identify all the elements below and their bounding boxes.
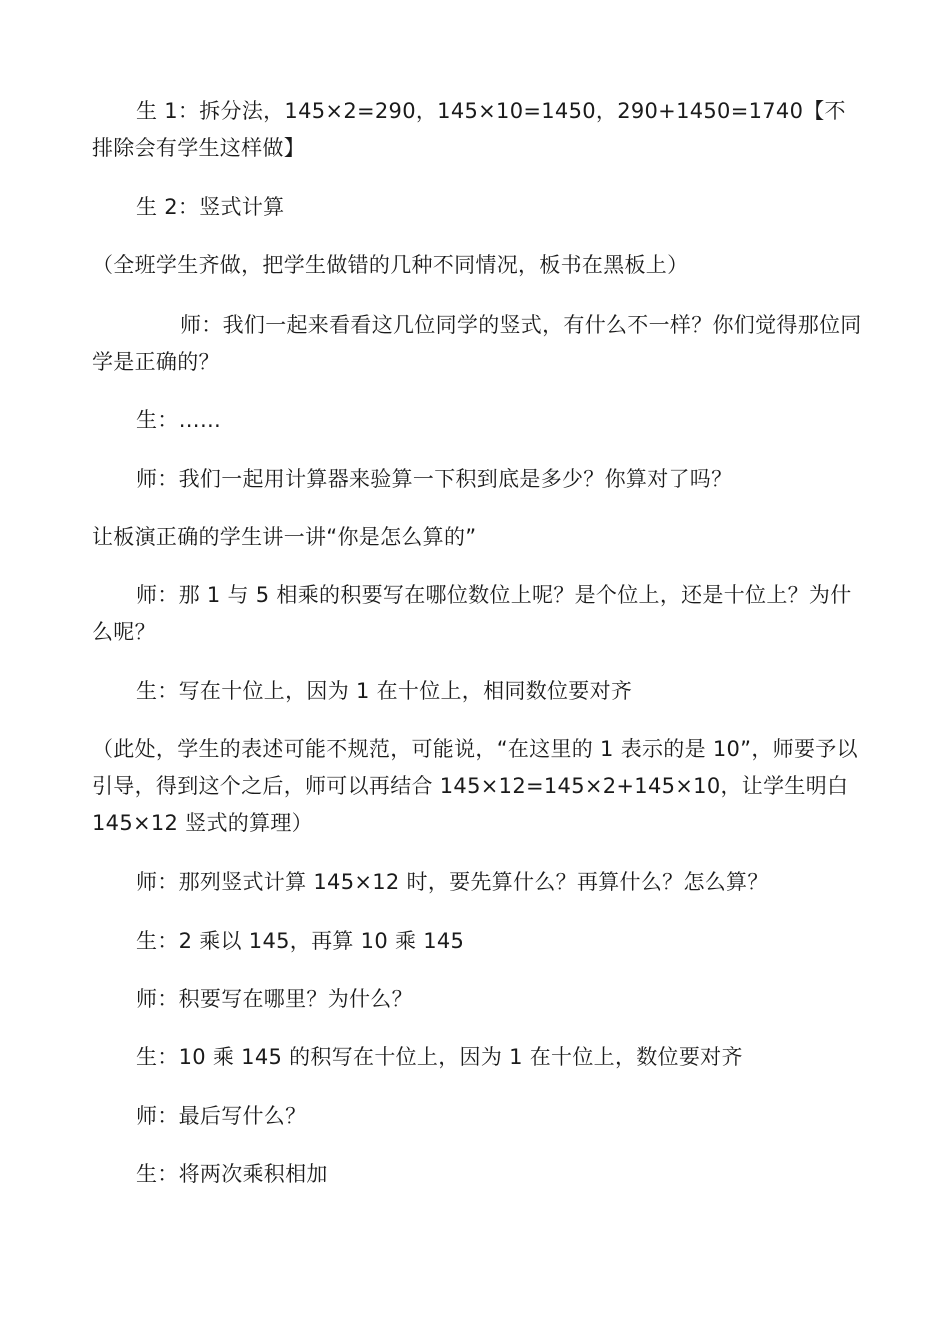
paragraph-student-add: 生：将两次乘积相加 [136, 1162, 328, 1186]
paragraph-class-practice: （全班学生齐做，把学生做错的几种不同情况，板书在黑板上） [92, 253, 689, 277]
paragraph-teacher-digit-place: 师：那 1 与 5 相乘的积要写在哪位数位上呢？是个位上，还是十位上？为什么呢？ [92, 583, 852, 644]
paragraph-teacher-calculator: 师：我们一起用计算器来验算一下积到底是多少？你算对了吗？ [136, 467, 733, 491]
paragraph-teacher-last: 师：最后写什么？ [136, 1104, 307, 1128]
paragraph-student-tens: 生：写在十位上，因为 1 在十位上，相同数位要对齐 [136, 679, 633, 703]
paragraph-note-guidance: （此处，学生的表述可能不规范，可能说，“在这里的 1 表示的是 10”，师要予以引导，得到这个之后，师可以再结合 145×12=145×2+145×10，让学生明白 145×12 竖式的算理） [92, 737, 858, 835]
paragraph-student-steps: 生：2 乘以 145，再算 10 乘 145 [136, 929, 465, 953]
paragraph-teacher-where: 师：积要写在哪里？为什么？ [136, 987, 413, 1011]
paragraph-student-explain: 让板演正确的学生讲一讲“你是怎么算的” [92, 525, 477, 549]
paragraph-vertical-calc: 生 2：竖式计算 [136, 195, 285, 219]
paragraph-teacher-compare: 师：我们一起来看看这几位同学的竖式，有什么不一样？你们觉得那位同学是正确的？ [92, 313, 862, 374]
paragraph-student-ellipsis: 生：…… [136, 408, 222, 432]
paragraph-teacher-steps: 师：那列竖式计算 145×12 时，要先算什么？再算什么？怎么算？ [136, 870, 769, 894]
paragraph-split-method: 生 1：拆分法，145×2=290，145×10=1450，290+1450=1740【不排除会有学生这样做】 [92, 99, 846, 160]
paragraph-student-where: 生：10 乘 145 的积写在十位上，因为 1 在十位上，数位要对齐 [136, 1045, 743, 1069]
